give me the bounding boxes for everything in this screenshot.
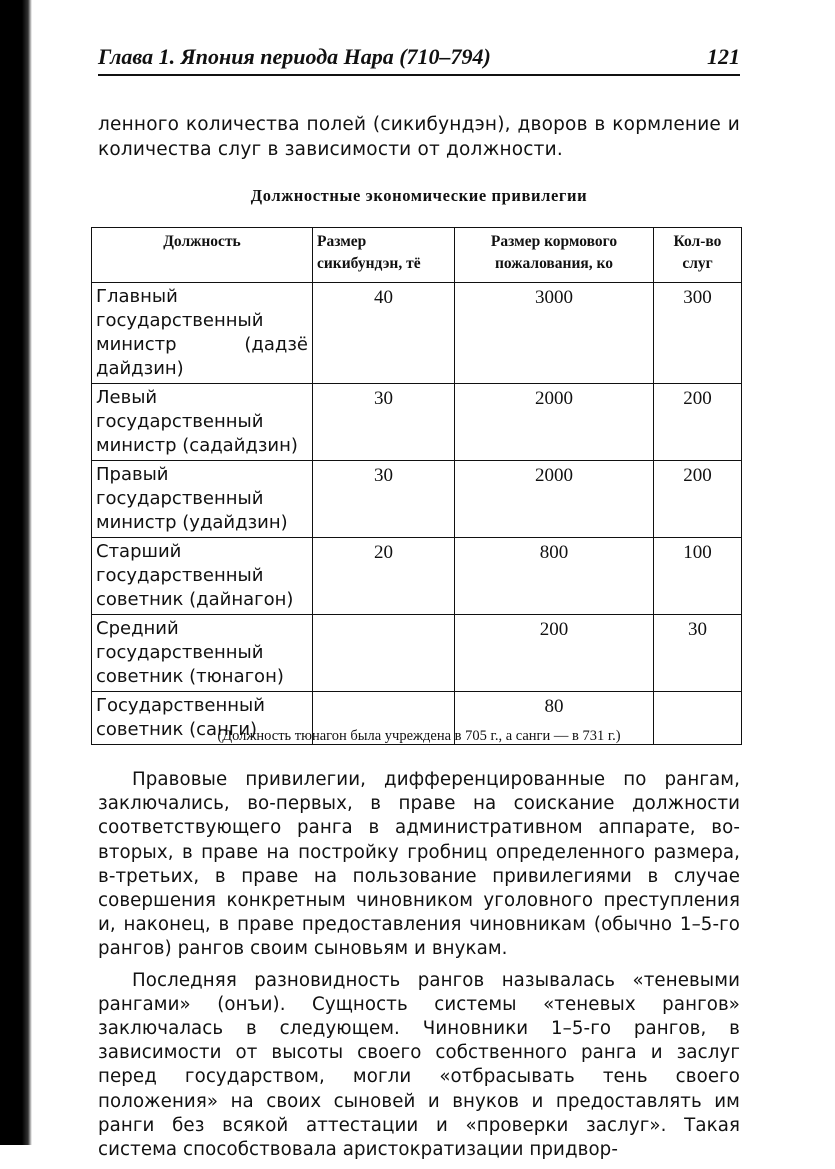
cell-households: 80: [455, 692, 654, 745]
cell-servants: 200: [654, 461, 742, 538]
column-header-position: Должность: [92, 228, 313, 283]
cell-households: 800: [455, 538, 654, 615]
cell-servants: 300: [654, 283, 742, 384]
cell-households: 3000: [455, 283, 654, 384]
cell-position: Старший государственный советник (дайнагон): [92, 538, 313, 615]
cell-land: 20: [313, 538, 455, 615]
chapter-title: Глава 1. Япония периода Нара (710–794): [98, 44, 491, 69]
cell-position: Средний государственный советник (тюнагон): [92, 615, 313, 692]
table-row: [92, 384, 742, 461]
cell-land: [313, 615, 455, 692]
cell-land: 40: [313, 283, 455, 384]
body-paragraph: Правовые привилегии, дифференцированные по рангам, заключались, во-первых, в праве на соискание должности соответствующего ранга в административном аппарате, во-вторых, в праве на постройку гробниц определенного размера, в-третьих, в праве на пользование привилегиями в случае совершения конкретным чиновником уголовного преступления и, наконец, в праве предоставления чиновникам (обычно 1–5-го рангов) рангов своим сыновьям и внукам.: [98, 769, 740, 960]
cell-households: 200: [455, 615, 654, 692]
table-caption: Должностные экономические привилегии: [250, 186, 588, 205]
table-row: [92, 538, 742, 615]
body-paragraph: Последняя разновидность рангов называлась «теневыми рангами» (онъи). Сущность системы «теневых рангов» заключалась в следующем. Чиновники 1–5-го рангов, в зависимости от высоты своего собственного ранга и заслуг перед государством, могли «отбрасывать тень своего положения» на своих сыновей и внуков и предоставлять им ранги без всякой аттестации и «проверки заслуг». Такая система способствовала аристократизации придвор-: [98, 969, 740, 1161]
column-header-land: Размер сикибундэн, тё: [313, 228, 455, 283]
intro-paragraph: ленного количества полей (сикибундэн), дворов в кормление и количества слуг в зависимости от должности.: [98, 114, 740, 160]
table-row: [92, 283, 742, 384]
table-header-row: [92, 228, 742, 283]
column-header-households: Размер кормового пожалования, ко: [455, 228, 654, 283]
cell-servants: 200: [654, 384, 742, 461]
cell-households: 2000: [455, 384, 654, 461]
privileges-table: [91, 227, 742, 745]
cell-position: Левый государственный министр (садайдзин): [92, 384, 313, 461]
book-spine-shadow: [0, 0, 32, 1145]
cell-position: Государственный советник (санги): [92, 692, 313, 745]
table-row: [92, 615, 742, 692]
column-header-servants: Кол-во слуг: [654, 228, 742, 283]
body-text: [98, 768, 740, 1169]
running-header: [98, 40, 740, 76]
cell-position: Правый государственный министр (удайдзин): [92, 461, 313, 538]
cell-servants: 100: [654, 538, 742, 615]
cell-position: Главный государственный министр (дадзё дайдзин): [92, 283, 313, 384]
cell-servants: 30: [654, 615, 742, 692]
cell-land: 30: [313, 384, 455, 461]
table-row: [92, 461, 742, 538]
cell-land: 30: [313, 461, 455, 538]
cell-households: 2000: [455, 461, 654, 538]
table-note: (Должность тюнагон была учреждена в 705 г., а санги — в 731 г.): [217, 728, 621, 744]
page-number: 121: [707, 44, 740, 69]
